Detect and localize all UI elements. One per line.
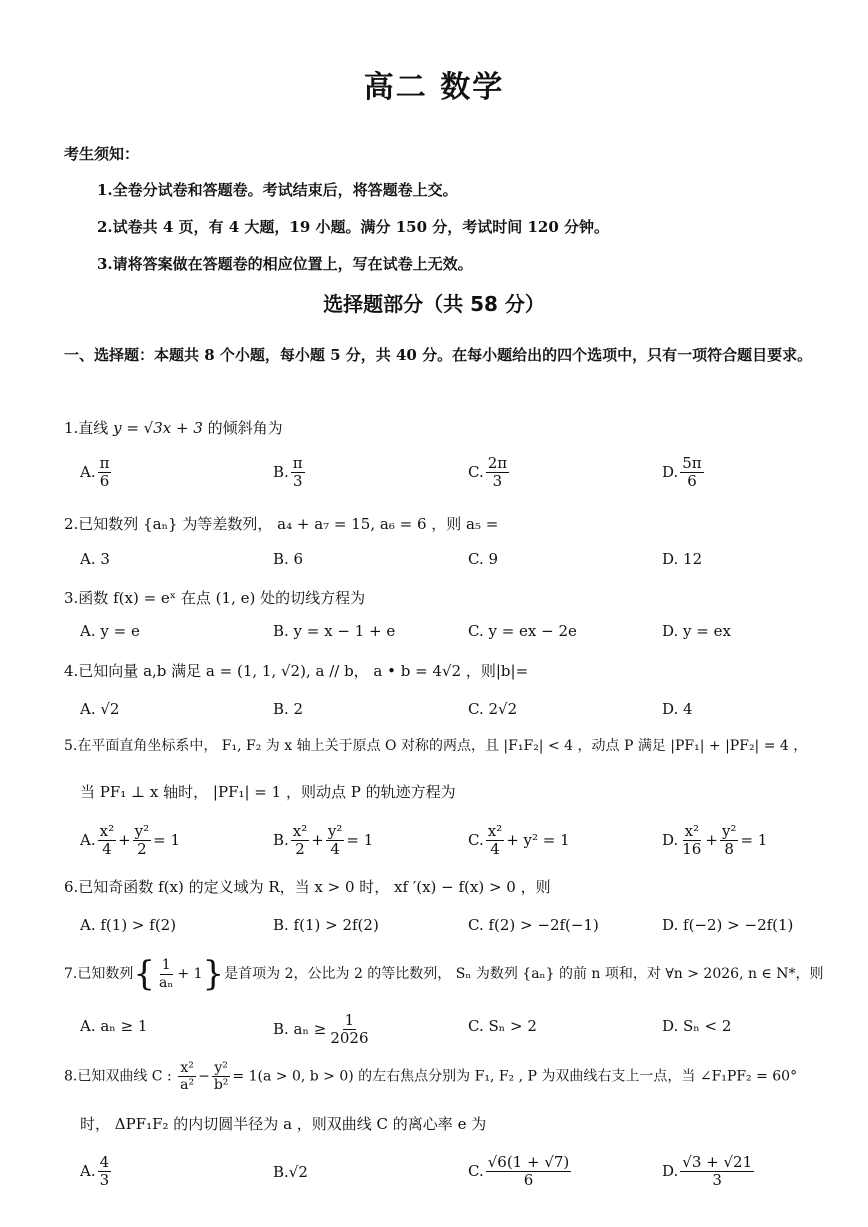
q4-option-a: A. √2 — [80, 700, 120, 718]
question-8-stem-line2: 时， ΔPF₁F₂ 的内切圆半径为 a ，则双曲线 C 的离心率 e 为 — [80, 1115, 487, 1133]
q7-option-d: D. Sₙ < 2 — [662, 1017, 732, 1035]
q6-option-b: B. f(1) > 2f(2) — [273, 916, 379, 934]
notice-item: 3.请将答案做在答题卷的相应位置上，写在试卷上无效。 — [97, 255, 473, 273]
q8-option-d: D. $\frac{√3 + √21}{3}$ — [662, 1153, 753, 1190]
question-3-stem: 3.函数 f(x) = eˣ 在点 (1, e) 处的切线方程为 — [64, 589, 366, 607]
q2-option-a: A. 3 — [80, 550, 110, 568]
question-8-stem-line1: 8.已知双曲线 C : $\frac{\text{x²}}{\text{a²}}$ − $\frac{\text{y²}}{\text{b²}}$ = 1(a > 0, b > 0) 的左右焦点分别为 F₁, F₂ , P 为双曲线右支上一点，当 ∠F₁PF₂ = 60° — [64, 1060, 798, 1094]
q3-option-b: B. y = x − 1 + e — [273, 622, 396, 640]
q8-option-c: C. $\frac{√6(1 + √7)}{6}$ — [468, 1153, 570, 1190]
question-5-stem-line1: 5.在平面直角坐标系中， F₁, F₂ 为 x 轴上关于原点 O 对称的两点，且 |F₁F₂| < 4 ，动点 P 满足 |PF₁| + |PF₂| = 4 ， — [64, 738, 808, 754]
q6-option-c: C. f(2) > −2f(−1) — [468, 916, 599, 934]
question-2-stem: 2.已知数列 {aₙ} 为等差数列， a₄ + a₇ = 15, a₆ = 6 ，则 a₅ = — [64, 515, 499, 533]
q2-option-b: B. 6 — [273, 550, 304, 568]
notice-item: 2.试卷共 4 页，有 4 大题，19 小题。满分 150 分，考试时间 120 分钟。 — [97, 218, 610, 236]
q7-option-a: A. aₙ ≥ 1 — [80, 1017, 148, 1035]
q3-option-d: D. y = ex — [662, 622, 731, 640]
q5-option-d: D. $\frac{\text{x²}}{16}$ + $\frac{\text{y²}}{8}$ = 1 — [662, 822, 768, 859]
question-4-stem: 4.已知向量 a,b 满足 a = (1, 1, √2), a // b， a • b = 4√2 ，则|b|= — [64, 662, 529, 680]
page-title: 高二 数学 — [363, 70, 505, 105]
q4-option-d: D. 4 — [662, 700, 693, 718]
q4-option-c: C. 2√2 — [468, 700, 518, 718]
question-7-stem: 7.已知数列{ $\frac{1}{\text{aₙ}}$ + 1}是首项为 2，公比为 2 的等比数列， Sₙ 为数列 {aₙ} 的前 n 项和，对 ∀n > 2026, n ∈ N*，则 — [64, 954, 824, 994]
q1-option-a: A. $\frac{\pi}{6}$ — [80, 454, 110, 491]
q2-option-d: D. 12 — [662, 550, 703, 568]
q7-option-c: C. Sₙ > 2 — [468, 1017, 537, 1035]
q5-option-b: B. $\frac{\text{x²}}{2}$ + $\frac{\text{y²}}{4}$ = 1 — [273, 822, 374, 859]
question-1-stem: 1.直线 y = √3x + 3 的倾斜角为 — [64, 419, 283, 437]
q8-option-a: A. $\frac{4}{3}$ — [80, 1153, 110, 1190]
notice-heading: 考生须知： — [64, 145, 140, 163]
q1-option-d: D. $\frac{5\pi}{6}$ — [662, 454, 702, 491]
q7-option-b: B. aₙ ≥ $\frac{1}{2026}$ — [273, 1011, 369, 1048]
q6-option-a: A. f(1) > f(2) — [80, 916, 177, 934]
q1-option-b: B. $\frac{\pi}{3}$ — [273, 454, 303, 491]
part-heading: 一、选择题：本题共 8 个小题，每小题 5 分，共 40 分。在每小题给出的四个选项中，只有一项符合题目要求。 — [64, 346, 813, 364]
q4-option-b: B. 2 — [273, 700, 304, 718]
q2-option-c: C. 9 — [468, 550, 499, 568]
q8-option-b: B.√2 — [273, 1163, 308, 1181]
q3-option-c: C. y = ex − 2e — [468, 622, 577, 640]
q3-option-a: A. y = e — [80, 622, 140, 640]
question-5-stem-line2: 当 PF₁ ⊥ x 轴时， |PF₁| = 1 ，则动点 P 的轨迹方程为 — [80, 783, 456, 801]
q5-option-a: A. $\frac{\text{x²}}{4}$ + $\frac{\text{y²}}{2}$ = 1 — [80, 822, 181, 859]
q1-option-c: C. $\frac{2\pi}{3}$ — [468, 454, 508, 491]
notice-item: 1.全卷分试卷和答题卷。考试结束后，将答题卷上交。 — [97, 181, 458, 199]
section-title: 选择题部分（共 58 分） — [323, 292, 545, 316]
question-6-stem: 6.已知奇函数 f(x) 的定义域为 R，当 x > 0 时， xf ′(x) − f(x) > 0 ，则 — [64, 878, 551, 896]
q5-option-c: C. $\frac{\text{x²}}{4}$ + y² = 1 — [468, 822, 570, 859]
q6-option-d: D. f(−2) > −2f(1) — [662, 916, 794, 934]
